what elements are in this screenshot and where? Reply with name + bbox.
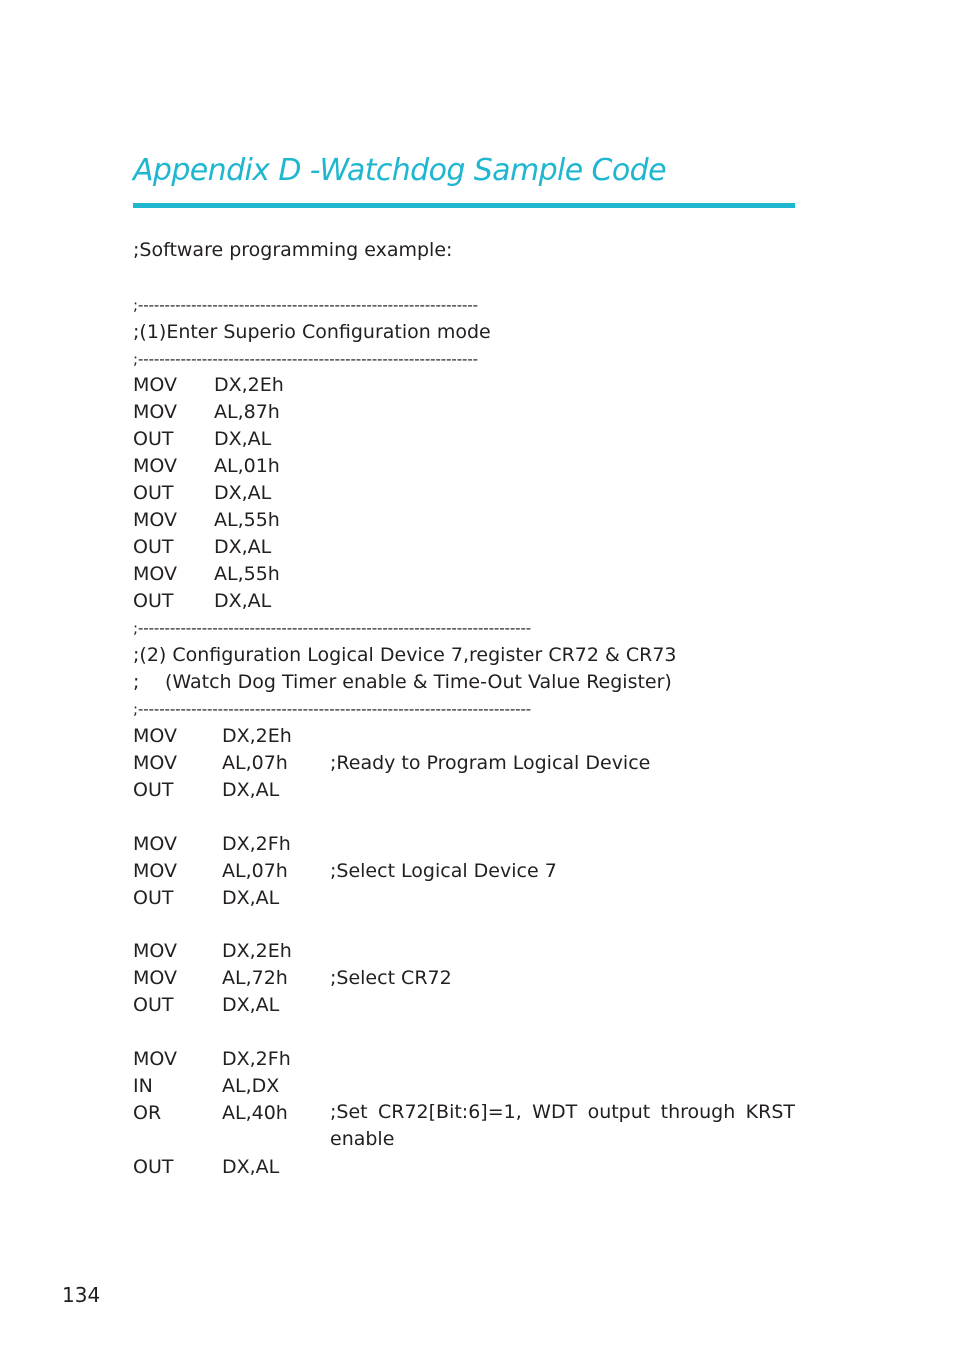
- operand: DX,AL: [214, 482, 272, 504]
- opcode: OUT: [133, 779, 174, 801]
- operand: DX,2Eh: [222, 940, 292, 962]
- opcode: MOV: [133, 401, 178, 423]
- subheading-text: (Watch Dog Timer enable & Time-Out Value Register): [165, 671, 672, 693]
- opcode: MOV: [133, 967, 178, 989]
- opcode: OUT: [133, 994, 174, 1016]
- operand: DX,AL: [214, 536, 272, 558]
- opcode: MOV: [133, 860, 178, 882]
- operand: DX,2Eh: [222, 725, 292, 747]
- operand: AL,DX: [222, 1075, 280, 1097]
- operand: DX,AL: [222, 887, 280, 909]
- operand: AL,55h: [214, 509, 280, 531]
- opcode: IN: [133, 1075, 153, 1097]
- operand: DX,AL: [222, 779, 280, 801]
- comment-marker: ;: [133, 671, 140, 693]
- opcode: OUT: [133, 482, 174, 504]
- opcode: OUT: [133, 1156, 174, 1178]
- divider: ;----------------------------------------------------------------: [133, 350, 478, 368]
- opcode: MOV: [133, 1048, 178, 1070]
- operand: AL,55h: [214, 563, 280, 585]
- page-title: Appendix D -Watchdog Sample Code: [133, 153, 666, 188]
- operand: AL,72h: [222, 967, 288, 989]
- opcode: MOV: [133, 374, 178, 396]
- opcode: OR: [133, 1102, 162, 1124]
- opcode: MOV: [133, 833, 178, 855]
- opcode: OUT: [133, 590, 174, 612]
- intro-text: ;Software programming example:: [133, 239, 453, 261]
- operand: AL,07h: [222, 860, 288, 882]
- operand: DX,2Fh: [222, 1048, 291, 1070]
- operand: AL,40h: [222, 1102, 288, 1124]
- operand: DX,AL: [222, 994, 280, 1016]
- section-heading: ;(2) Configuration Logical Device 7,register CR72 & CR73: [133, 644, 677, 666]
- operand: AL,87h: [214, 401, 280, 423]
- operand: DX,AL: [222, 1156, 280, 1178]
- divider: ;--------------------------------------------------------------------------: [133, 700, 532, 718]
- opcode: MOV: [133, 509, 178, 531]
- page-number: 134: [62, 1283, 101, 1307]
- opcode: MOV: [133, 940, 178, 962]
- section-heading: ;(1)Enter Superio Configuration mode: [133, 321, 491, 343]
- operand: DX,AL: [214, 428, 272, 450]
- opcode: MOV: [133, 563, 178, 585]
- operand: AL,07h: [222, 752, 288, 774]
- operand: DX,AL: [214, 590, 272, 612]
- code-comment: ;Select Logical Device 7: [330, 860, 557, 882]
- operand: AL,01h: [214, 455, 280, 477]
- operand: DX,2Fh: [222, 833, 291, 855]
- opcode: MOV: [133, 455, 178, 477]
- code-comment: ;Select CR72: [330, 967, 452, 989]
- divider: ;----------------------------------------------------------------: [133, 296, 478, 314]
- opcode: MOV: [133, 752, 178, 774]
- opcode: OUT: [133, 428, 174, 450]
- code-comment: ;Set CR72[Bit:6]=1, WDT output through KRST enable: [330, 1101, 795, 1150]
- title-underline: [133, 203, 795, 208]
- divider: ;--------------------------------------------------------------------------: [133, 619, 532, 637]
- operand: DX,2Eh: [214, 374, 284, 396]
- code-comment: ;Ready to Program Logical Device: [330, 752, 651, 774]
- opcode: MOV: [133, 725, 178, 747]
- opcode: OUT: [133, 536, 174, 558]
- opcode: OUT: [133, 887, 174, 909]
